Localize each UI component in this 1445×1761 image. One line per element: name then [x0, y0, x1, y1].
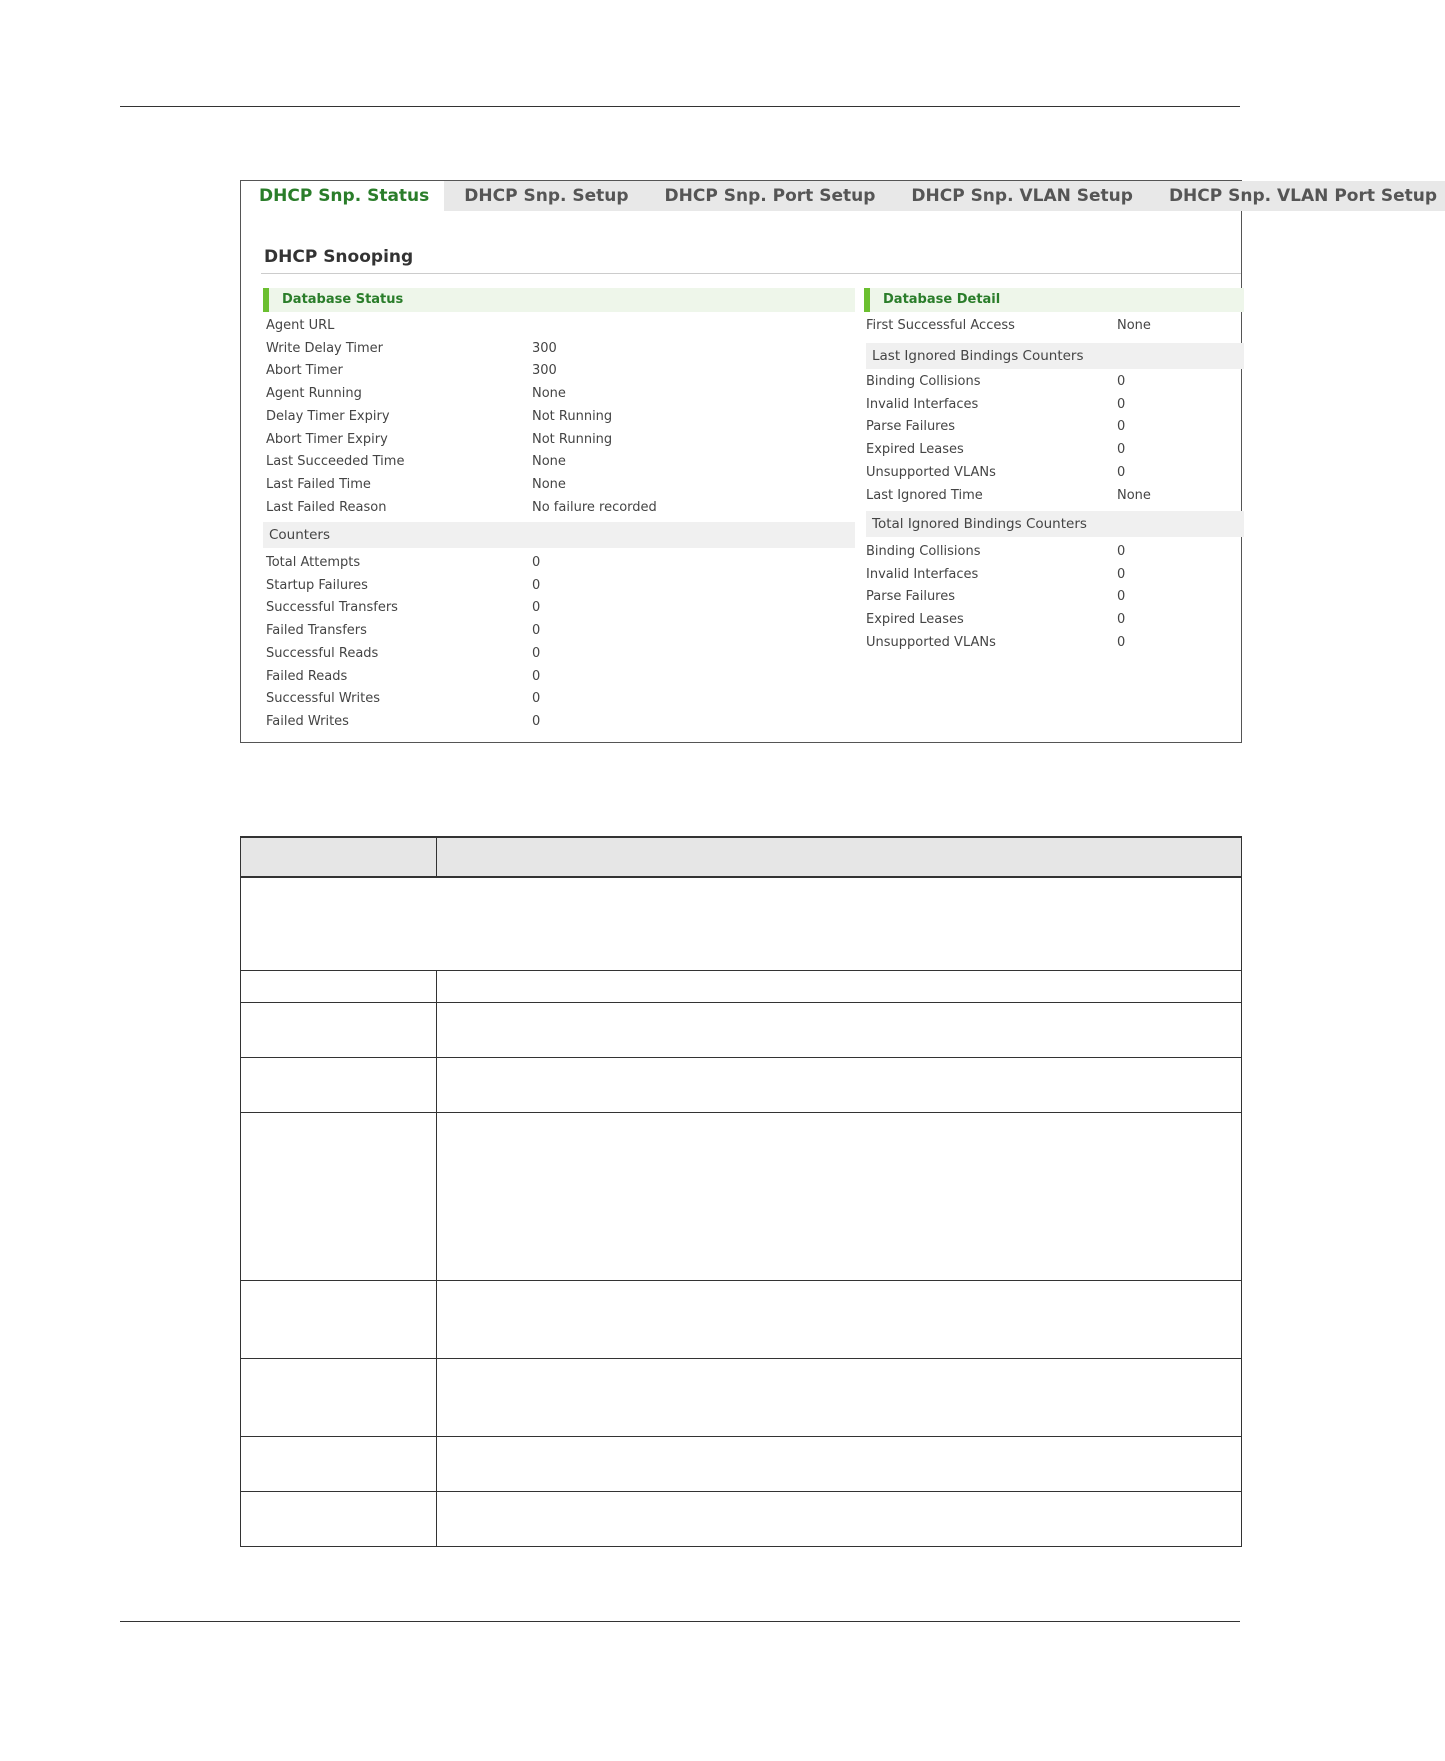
- total-ignored-row-label: Expired Leases: [866, 612, 964, 628]
- table-row: [241, 1281, 1242, 1359]
- counter-row-value: 0: [532, 668, 541, 684]
- status-row-value: No failure recorded: [532, 499, 657, 515]
- counter-row-label: Startup Failures: [266, 577, 368, 593]
- status-row-value: 300: [532, 363, 557, 379]
- table-cell: [437, 1281, 1242, 1359]
- last-ignored-row-value: 0: [1117, 374, 1126, 389]
- last-ignored-row-value: 0: [1117, 396, 1126, 412]
- table-cell: [241, 877, 1242, 971]
- table-row: [241, 1058, 1242, 1113]
- tab-bar: [241, 181, 1438, 211]
- field-description-table: [240, 836, 1242, 1547]
- total-ignored-row-value: 0: [1117, 566, 1126, 582]
- first-successful-access-label: First Successful Access: [866, 318, 1015, 333]
- tab-dhcp-snp-vlan-setup[interactable]: DHCP Snp. VLAN Setup: [893, 181, 1151, 211]
- counter-row-value: 0: [532, 713, 541, 729]
- last-ignored-row-label: Parse Failures: [866, 419, 956, 435]
- status-row-value: Not Running: [532, 431, 613, 447]
- total-ignored-row-label: Unsupported VLANs: [866, 634, 996, 650]
- last-ignored-row-label: Last Ignored Time: [866, 487, 983, 503]
- database-detail-header: Database Detail: [864, 288, 1244, 312]
- table-cell: [437, 971, 1242, 1003]
- last-ignored-bindings-header: Last Ignored Bindings Counters: [866, 343, 1244, 369]
- status-row-value: Not Running: [532, 408, 613, 424]
- status-row-value: None: [532, 476, 566, 492]
- counter-row-label: Successful Writes: [266, 691, 380, 707]
- total-ignored-row-label: Parse Failures: [866, 589, 956, 605]
- last-ignored-row-value: 0: [1117, 464, 1126, 480]
- status-row-label: Last Failed Reason: [266, 499, 387, 515]
- status-row-label: Abort Timer: [266, 363, 343, 379]
- dhcp-snooping-status-screen: [240, 180, 1438, 743]
- table-row: [241, 1492, 1242, 1547]
- status-row-label: Delay Timer Expiry: [266, 408, 390, 424]
- last-ignored-row-value: 0: [1117, 442, 1126, 458]
- status-row-value: None: [532, 386, 566, 402]
- status-row-label: Last Succeeded Time: [266, 454, 405, 470]
- counter-row-label: Failed Reads: [266, 668, 348, 684]
- status-row-label: Write Delay Timer: [266, 340, 384, 356]
- counter-row-label: Successful Transfers: [266, 600, 398, 616]
- table-cell: [241, 1492, 437, 1547]
- table-cell: [437, 1492, 1242, 1547]
- table-header-cell: [241, 837, 437, 877]
- table-cell: [241, 1003, 437, 1058]
- table-cell: [241, 1058, 437, 1113]
- total-ignored-bindings-header: Total Ignored Bindings Counters: [866, 511, 1244, 537]
- table-row: [241, 1003, 1242, 1058]
- first-successful-access-value: None: [1117, 318, 1151, 333]
- database-status-header: Database Status: [263, 288, 855, 312]
- table-cell: [437, 1113, 1242, 1281]
- total-ignored-row-label: Invalid Interfaces: [866, 566, 979, 582]
- counter-row-label: Failed Transfers: [266, 623, 367, 639]
- tab-dhcp-snp-status[interactable]: DHCP Snp. Status: [241, 181, 444, 211]
- table-cell: [241, 971, 437, 1003]
- tab-dhcp-snp-port-setup[interactable]: DHCP Snp. Port Setup: [647, 181, 894, 211]
- status-row-label: Abort Timer Expiry: [266, 431, 388, 447]
- counter-row-label: Total Attempts: [266, 555, 361, 570]
- table-row: [241, 1113, 1242, 1281]
- total-ignored-row-label: Binding Collisions: [866, 544, 981, 559]
- status-row-label: Last Failed Time: [266, 476, 371, 492]
- counter-row-value: 0: [532, 691, 541, 707]
- total-ignored-row-value: 0: [1117, 612, 1126, 628]
- page-top-rule: [120, 106, 1240, 107]
- counter-row-value: 0: [532, 555, 541, 570]
- tab-dhcp-snp-vlan-port-setup[interactable]: DHCP Snp. VLAN Port Setup: [1151, 181, 1445, 211]
- page-title: DHCP Snooping: [264, 247, 414, 267]
- table-cell: [241, 1437, 437, 1492]
- tab-dhcp-snp-setup[interactable]: DHCP Snp. Setup: [444, 181, 646, 211]
- total-ignored-row-value: 0: [1117, 544, 1126, 559]
- table-row: [241, 1437, 1242, 1492]
- last-ignored-row-label: Unsupported VLANs: [866, 464, 996, 480]
- total-ignored-row-value: 0: [1117, 589, 1126, 605]
- counter-row-value: 0: [532, 623, 541, 639]
- counter-row-value: 0: [532, 600, 541, 616]
- table-cell: [437, 1003, 1242, 1058]
- counter-row-value: 0: [532, 577, 541, 593]
- table-cell: [437, 1359, 1242, 1437]
- table-cell: [437, 1437, 1242, 1492]
- table-row: [241, 971, 1242, 1003]
- last-ignored-row-value: None: [1117, 487, 1151, 503]
- counter-row-label: Successful Reads: [266, 645, 379, 661]
- last-ignored-row-label: Expired Leases: [866, 442, 964, 458]
- table-cell: [241, 1359, 437, 1437]
- counter-row-label: Failed Writes: [266, 713, 349, 729]
- last-ignored-row-value: 0: [1117, 419, 1126, 435]
- counter-row-value: 0: [532, 645, 541, 661]
- table-header-row: [241, 837, 1242, 877]
- last-ignored-row-label: Invalid Interfaces: [866, 396, 979, 412]
- counters-header: Counters: [263, 522, 855, 548]
- table-cell: [437, 1058, 1242, 1113]
- status-row-label: Agent Running: [266, 386, 362, 402]
- table-cell: [241, 1113, 437, 1281]
- page-bottom-rule: [120, 1621, 1240, 1622]
- title-divider: [261, 273, 1241, 274]
- table-row: [241, 1359, 1242, 1437]
- status-row-value: None: [532, 454, 566, 470]
- status-row-value: 300: [532, 340, 557, 356]
- total-ignored-row-value: 0: [1117, 634, 1126, 650]
- last-ignored-row-label: Binding Collisions: [866, 374, 981, 389]
- table-row: [241, 877, 1242, 971]
- status-row-label: Agent URL: [266, 318, 335, 333]
- table-header-cell: [437, 837, 1242, 877]
- table-cell: [241, 1281, 437, 1359]
